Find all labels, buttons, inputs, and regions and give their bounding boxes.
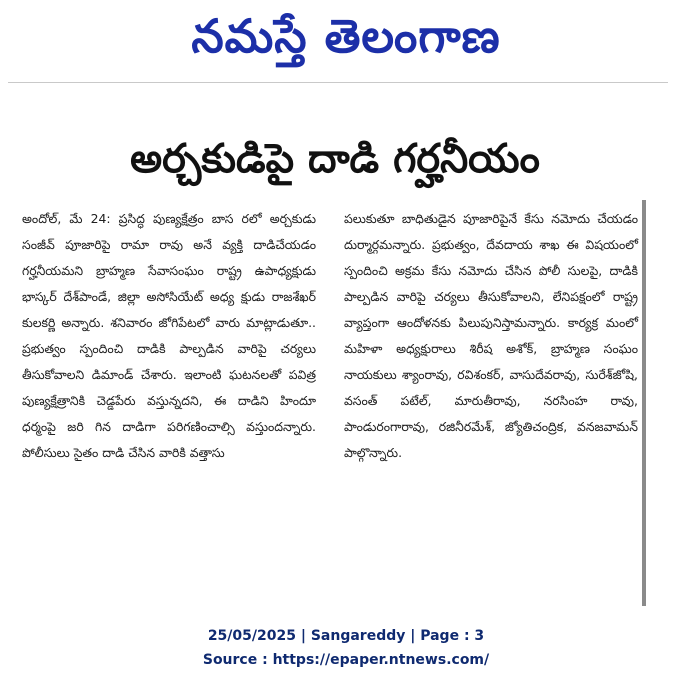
article-body <box>22 206 642 578</box>
article-column-right: పలుకుతూ బాధితుడైన పూజారిపైనే కేసు నమోదు చేయడం దుర్మార్గమన్నారు. ప్రభుత్వం, దేవదాయ శాఖ ఈ విషయంలో స్పందించి అక్రమ కేసు నమోదు చేసిన పోలీ సులపై, దాడికి పాల్పడిన వారిపై చర్యలు తీసుకోవాలని, లేనిపక్షంలో రాష్ట్ర వ్యాప్తంగా ఆందోళనకు పిలుపునిస్తామన్నారు. కార్యక్ర మంలో మహిళా అధ్యక్షురాలు శిరీష అశోక్, బ్రాహ్మణ సంఘం నాయకులు శ్యాంరావు, రవిశంకర్, వాసుదేవరావు, సురేశ్‌జోషి, వసంత్ పటేల్, మారుతీరావు, నరసింహ రావు, పాండురంగారావు, రజినీరమేశ్, జ్యోతిచంద్రిక, వనజవామన్ పాల్గొన్నారు. <box>344 211 638 460</box>
masthead-rule <box>8 82 668 83</box>
article-column-left: అందోల్, మే 24: ప్రసిద్ధ పుణ్యక్షేత్రం బాస రలో అర్చకుడు సంజీవ్ పూజారిపై రామా రావు అనే వ్యక్తి దాడిచేయడం గర్హనీయమని బ్రాహ్మణ సేవాసంఘం రాష్ట్ర ఉపాధ్యక్షుడు భాస్కర్ దేశ్‌పాండే, జిల్లా అసోసియేట్ అధ్య క్షుడు రాజశేఖర్ కులకర్ణి అన్నారు. శనివారం జోగిపేటలో వారు మాట్లాడుతూ.. ప్రభుత్వం స్పందించి దాడికి పాల్పడిన వారిపై చర్యలు తీసుకోవాలని డిమాండ్ చేశారు. ఇలాంటి ఘటనలతో పవిత్ర పుణ్యక్షేత్రానికి చెడ్డపేరు వస్తున్నదని, ఈ దాడిని హిందూ ధర్మంపై జరి గిన దాడిగా పరిగణించాల్సి వస్తుందన్నారు. పోలీసులు సైతం దాడి చేసిన వారికి వత్తాసు <box>22 211 316 460</box>
footer-date-edition: 25/05/2025 | Sangareddy | Page : 3 <box>207 628 485 644</box>
masthead-title: నమస్తే తెలంగాణ <box>191 9 501 63</box>
article-headline: అర్చకుడిపై దాడి గర్హనీయం <box>130 136 540 182</box>
footer-source: Source : https://epaper.ntnews.com/ <box>202 652 490 668</box>
column-divider <box>642 200 646 606</box>
